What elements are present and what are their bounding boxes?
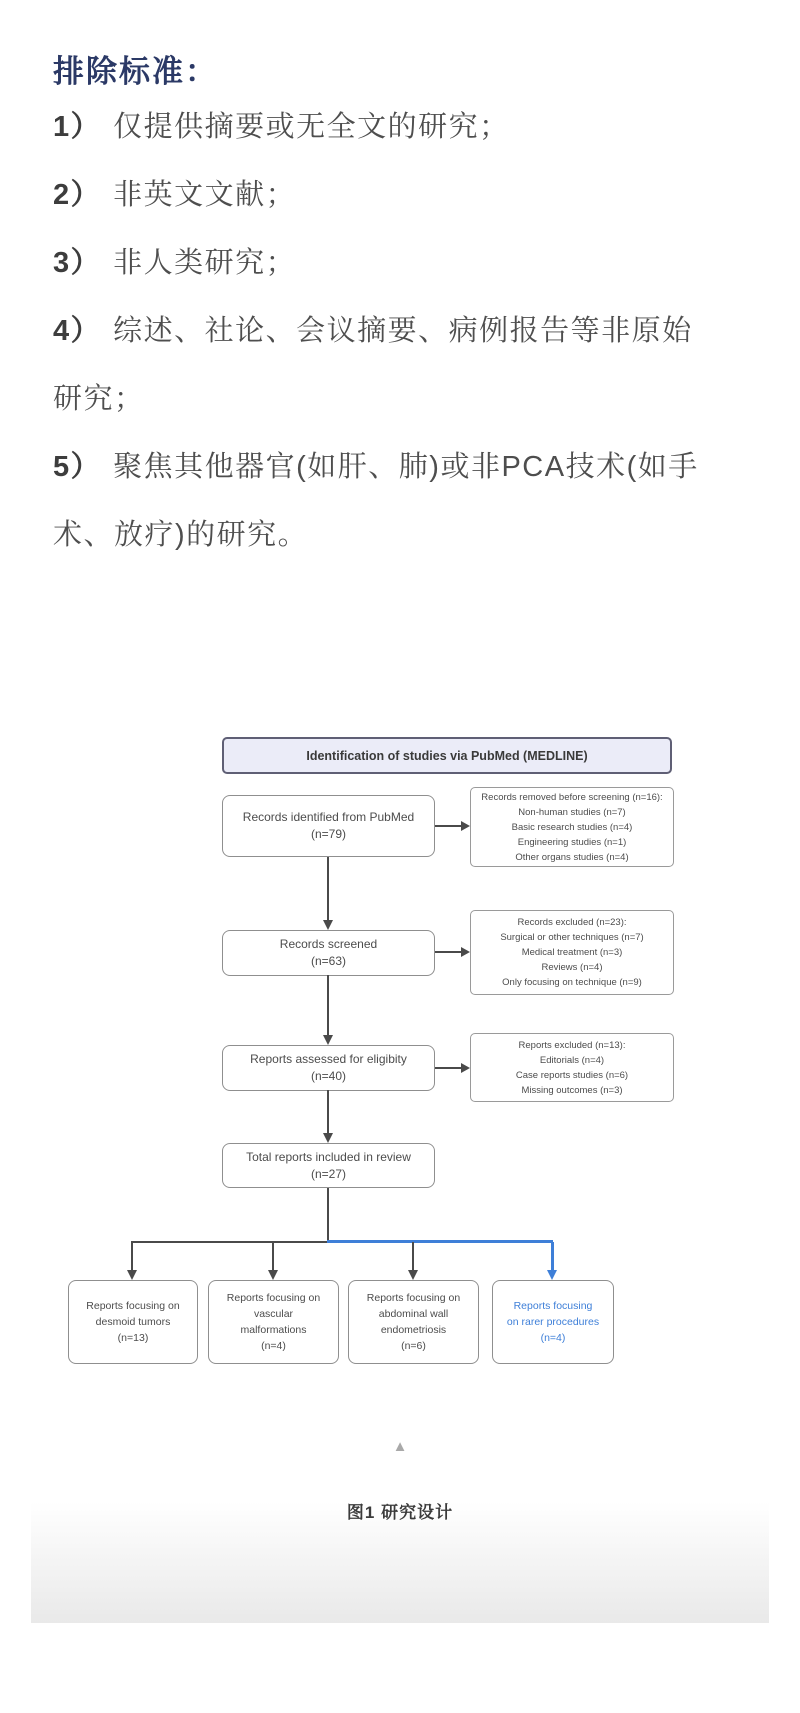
box-line: (n=63) bbox=[310, 954, 347, 968]
box-line: on rarer procedures bbox=[506, 1316, 600, 1328]
arrow-line bbox=[327, 975, 329, 1035]
flowchart-title-box: Identification of studies via PubMed (MEDLINE) bbox=[222, 737, 672, 774]
item-number: 1） bbox=[53, 111, 102, 143]
box-line: Reviews (n=4) bbox=[541, 962, 603, 973]
arrow-line bbox=[272, 1242, 274, 1270]
collapse-icon[interactable]: ▲ bbox=[392, 1438, 408, 1455]
item-text: 综述、社论、会议摘要、病例报告等非原始 bbox=[113, 315, 693, 347]
flowchart-box-total-included bbox=[222, 1143, 435, 1188]
box-line: (n=79) bbox=[310, 827, 347, 841]
box-line: Records screened bbox=[279, 937, 378, 951]
arrow-line-accent bbox=[551, 1242, 554, 1270]
arrow-line bbox=[435, 951, 462, 953]
box-line: malformations bbox=[240, 1324, 307, 1336]
box-line: Engineering studies (n=1) bbox=[517, 836, 627, 848]
arrow-down-icon bbox=[268, 1270, 278, 1280]
arrow-right-icon bbox=[461, 821, 470, 831]
box-line: Editorials (n=4) bbox=[539, 1054, 605, 1066]
box-line: (n=13) bbox=[117, 1332, 149, 1344]
item-text: 研究； bbox=[53, 383, 145, 415]
box-line: Records removed before screening (n=16): bbox=[481, 791, 663, 803]
box-line: endometriosis bbox=[380, 1324, 447, 1336]
branch-line-accent bbox=[327, 1240, 553, 1243]
box-line: Reports focusing on bbox=[226, 1292, 321, 1304]
arrow-line bbox=[327, 1188, 329, 1243]
arrow-down-icon bbox=[323, 1133, 333, 1143]
flowchart-box-records-excluded bbox=[470, 910, 674, 995]
flowchart-box-vascular-malformations bbox=[208, 1280, 339, 1364]
item-text: 仅提供摘要或无全文的研究； bbox=[113, 111, 510, 143]
arrow-down-icon bbox=[408, 1270, 418, 1280]
box-line: Only focusing on technique (n=9) bbox=[502, 977, 642, 988]
item-text: 聚焦其他器官(如肝、肺)或非PCA技术(如手 bbox=[113, 451, 699, 483]
item-number: 4） bbox=[53, 315, 102, 347]
box-line: vascular bbox=[253, 1308, 294, 1320]
flowchart-box-rarer-procedures bbox=[492, 1280, 614, 1364]
section-heading-exclusion-criteria: 排除标准： bbox=[53, 54, 218, 89]
item-number: 5） bbox=[53, 451, 102, 483]
box-line: Missing outcomes (n=3) bbox=[521, 1084, 623, 1096]
box-line: Basic research studies (n=4) bbox=[511, 821, 633, 833]
item-text: 非人类研究； bbox=[113, 247, 297, 279]
arrow-down-icon bbox=[323, 1035, 333, 1045]
flowchart-box-records-screened bbox=[222, 930, 435, 976]
box-line: (n=40) bbox=[310, 1069, 347, 1083]
arrow-down-accent-icon bbox=[547, 1270, 557, 1280]
arrow-down-icon bbox=[323, 920, 333, 930]
flowchart-box-records-identified bbox=[222, 795, 435, 857]
arrow-line bbox=[327, 857, 329, 920]
box-line: Records identified from PubMed bbox=[242, 810, 415, 824]
flowchart-box-desmoid-tumors bbox=[68, 1280, 198, 1364]
box-line: Reports assessed for eligibity bbox=[250, 1052, 407, 1066]
box-line: (n=6) bbox=[401, 1340, 426, 1352]
arrow-line bbox=[412, 1242, 414, 1270]
box-line: (n=4) bbox=[540, 1332, 566, 1344]
box-line: (n=27) bbox=[310, 1166, 347, 1181]
figure-caption: 图1 研究设计 bbox=[346, 1503, 454, 1522]
box-line: Reports focusing bbox=[513, 1300, 593, 1312]
box-line: Medical treatment (n=3) bbox=[521, 947, 623, 958]
arrow-down-icon bbox=[127, 1270, 137, 1280]
flowchart-box-abdominal-wall-endometriosis bbox=[348, 1280, 479, 1364]
box-line: Reports excluded (n=13): bbox=[518, 1039, 626, 1051]
item-text: 非英文文献； bbox=[113, 179, 297, 211]
box-line: Case reports studies (n=6) bbox=[515, 1069, 629, 1081]
flowchart-box-reports-excluded bbox=[470, 1033, 674, 1102]
arrow-right-icon bbox=[461, 947, 470, 957]
flowchart-box-reports-assessed bbox=[222, 1045, 435, 1091]
flowchart-box-records-removed bbox=[470, 787, 674, 867]
box-line: Reports focusing on bbox=[86, 1300, 180, 1312]
box-line: Records excluded (n=23): bbox=[517, 917, 627, 928]
arrow-line bbox=[435, 825, 462, 827]
box-line: desmoid tumors bbox=[95, 1316, 171, 1328]
arrow-line bbox=[327, 1090, 329, 1133]
item-number: 2） bbox=[53, 179, 102, 211]
box-line: (n=4) bbox=[261, 1340, 286, 1352]
arrow-line bbox=[435, 1067, 462, 1069]
arrow-line bbox=[131, 1242, 133, 1270]
box-line: abdominal wall bbox=[378, 1308, 449, 1320]
box-line: Non-human studies (n=7) bbox=[518, 806, 626, 818]
box-line: Surgical or other techniques (n=7) bbox=[500, 932, 644, 943]
item-number: 3） bbox=[53, 247, 102, 279]
box-line: Total reports included in review bbox=[246, 1149, 411, 1164]
item-text: 术、放疗)的研究。 bbox=[53, 519, 309, 551]
box-line: Reports focusing on bbox=[366, 1292, 461, 1304]
box-line: Other organs studies (n=4) bbox=[515, 851, 629, 863]
arrow-right-icon bbox=[461, 1063, 470, 1073]
